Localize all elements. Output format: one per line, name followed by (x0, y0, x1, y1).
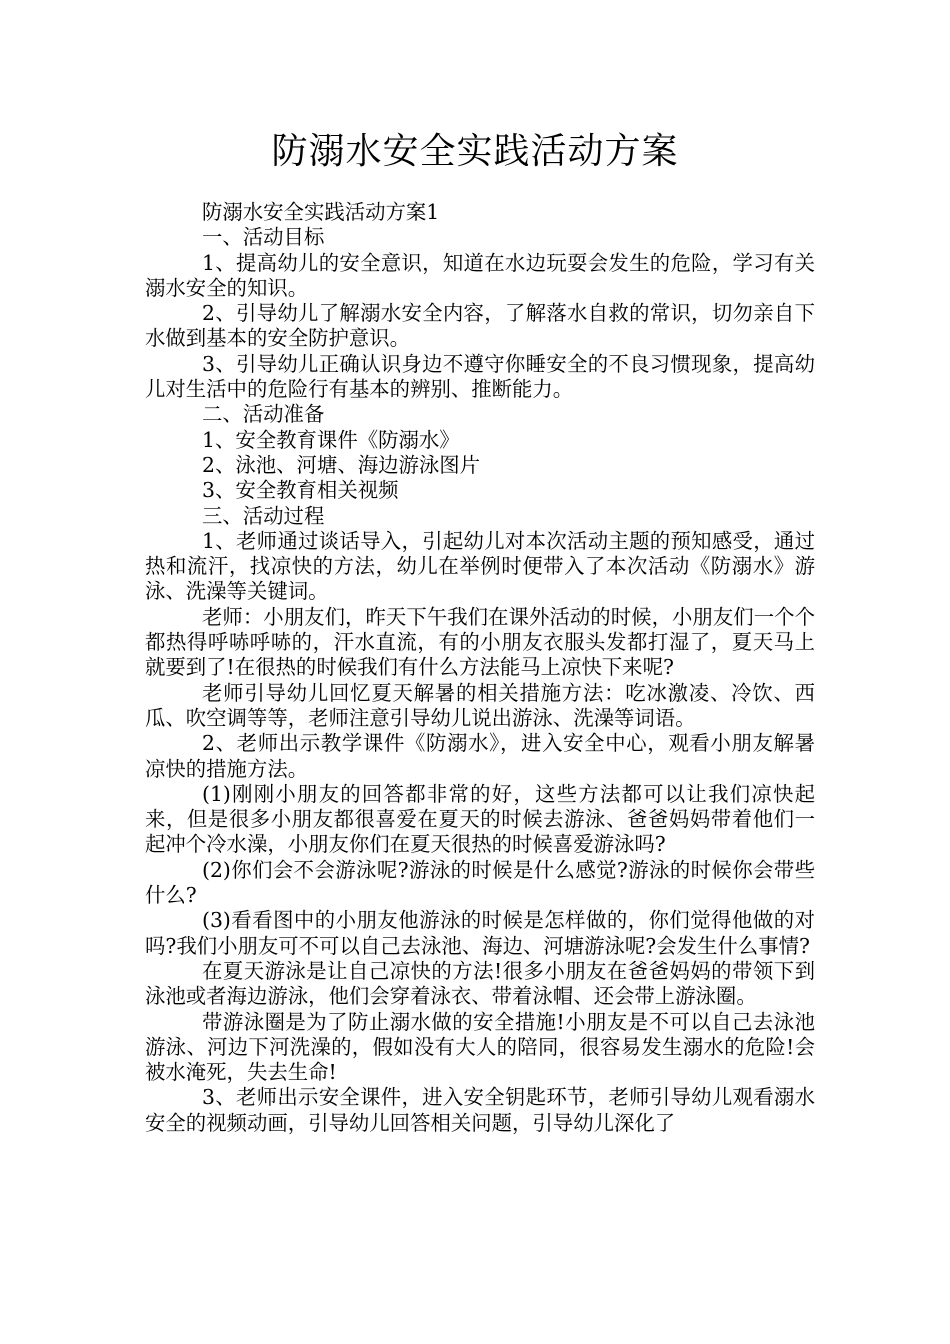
paragraph: (2)你们会不会游泳呢?游泳的时候是什么感觉?游泳的时候你会带些什么? (145, 857, 815, 908)
paragraph: 带游泳圈是为了防止溺水做的安全措施!小朋友是不可以自己去泳池游泳、河边下河洗澡的，假如没有大人的陪同，很容易发生溺水的危险!会被水淹死，失去生命! (145, 1009, 815, 1085)
paragraph: 1、老师通过谈话导入，引起幼儿对本次活动主题的预知感受，通过热和流汗，找凉快的方法，幼儿在举例时便带入了本次活动《防溺水》游泳、洗澡等关键词。 (145, 528, 815, 604)
paragraph: (3)看看图中的小朋友他游泳的时候是怎样做的，你们觉得他做的对吗?我们小朋友可不可以自己去泳池、海边、河塘游泳呢?会发生什么事情? (145, 908, 815, 958)
document-body (145, 200, 815, 1136)
paragraph: 防溺水安全实践活动方案1 (202, 200, 440, 224)
section-heading: 二、活动准备 (202, 402, 325, 427)
paragraph: 2、引导幼儿了解溺水安全内容，了解落水自救的常识，切勿亲自下水做到基本的安全防护意识。 (145, 301, 815, 351)
paragraph: 2、泳池、河塘、海边游泳图片 (202, 452, 481, 477)
document-title: 防溺水安全实践活动方案 (271, 131, 679, 172)
paragraph: 在夏天游泳是让自己凉快的方法!很多小朋友在爸爸妈妈的带领下到泳池或者海边游泳，他们会穿着泳衣、带着泳帽、还会带上游泳圈。 (145, 958, 815, 1009)
paragraph: 3、老师出示安全课件，进入安全钥匙环节，老师引导幼儿观看溺水安全的视频动画，引导幼儿回答相关问题，引导幼儿深化了 (145, 1085, 815, 1135)
paragraph: 2、老师出示教学课件《防溺水》，进入安全中心，观看小朋友解暑凉快的措施方法。 (145, 731, 815, 781)
paragraph: (1)刚刚小朋友的回答都非常的好，这些方法都可以让我们凉快起来，但是很多小朋友都很喜爱在夏天的时候去游泳、爸爸妈妈带着他们一起冲个冷水澡，小朋友你们在夏天很热的时候喜爱游泳吗? (145, 781, 815, 857)
paragraph: 老师引导幼儿回忆夏天解暑的相关措施方法：吃冰激凌、冷饮、西瓜、吹空调等等，老师注意引导幼儿说出游泳、洗澡等词语。 (145, 680, 815, 730)
paragraph: 1、安全教育课件《防溺水》 (202, 427, 460, 452)
paragraph: 老师：小朋友们，昨天下午我们在课外活动的时候，小朋友们一个个都热得呼哧呼哧的，汗水直流，有的小朋友衣服头发都打湿了，夏天马上就要到了!在很热的时候我们有什么方法能马上凉快下来呢? (145, 604, 815, 680)
section-heading: 一、活动目标 (202, 225, 325, 250)
section-heading: 三、活动过程 (202, 503, 325, 528)
paragraph: 1、提高幼儿的安全意识，知道在水边玩耍会发生的危险，学习有关溺水安全的知识。 (145, 250, 815, 300)
paragraph: 3、安全教育相关视频 (202, 478, 399, 503)
paragraph: 3、引导幼儿正确认识身边不遵守你睡安全的不良习惯现象，提高幼儿对生活中的危险行有基本的辨别、推断能力。 (145, 351, 815, 402)
